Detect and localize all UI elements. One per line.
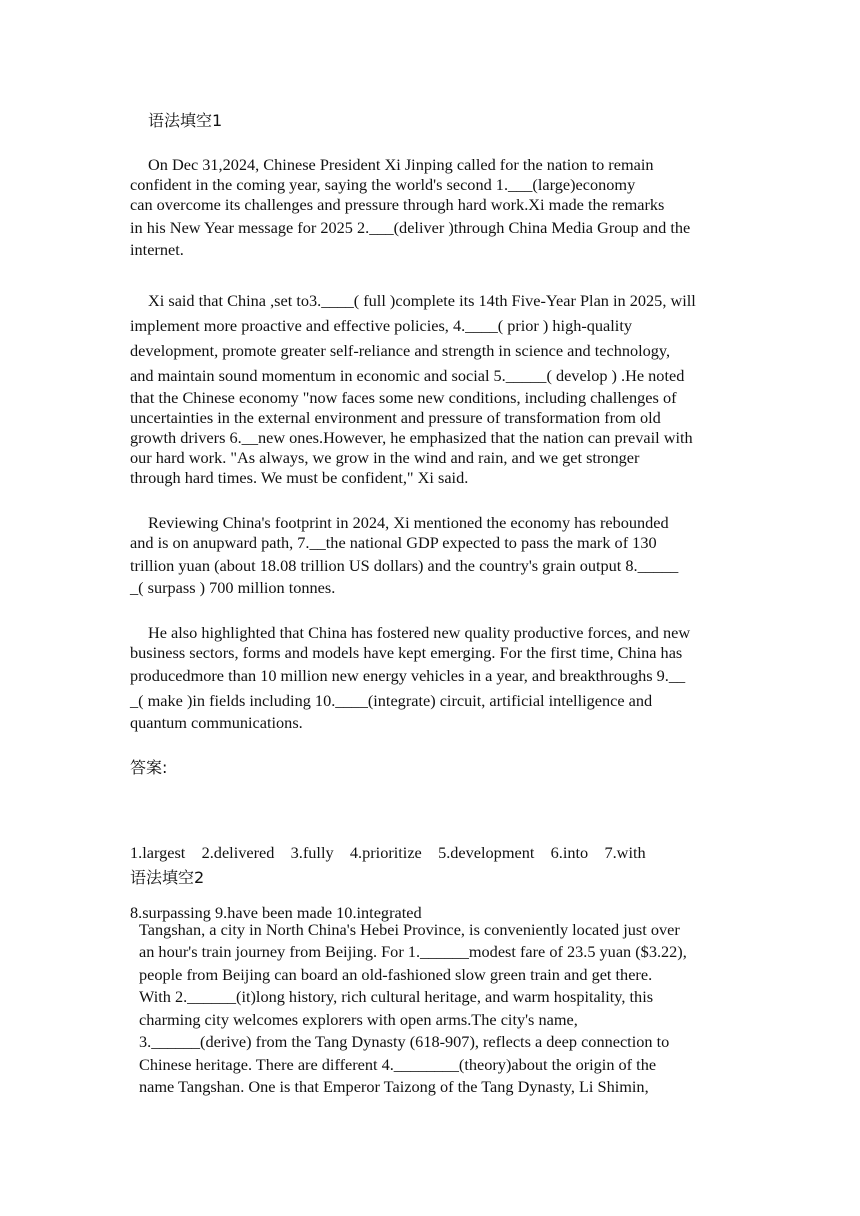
text-line: growth drivers 6.__new ones.However, he emphasized that the nation can prevail with	[130, 428, 693, 447]
text-line: and maintain sound momentum in economic and social 5._____( develop ) .He noted	[130, 366, 685, 385]
section2-title: 语法填空2	[130, 868, 205, 887]
text-line: name Tangshan. One is that Emperor Taizong of the Tang Dynasty, Li Shimin,	[139, 1077, 649, 1096]
text-line: charming city welcomes explorers with open arms.The city's name,	[139, 1010, 578, 1029]
text-line: implement more proactive and effective policies, 4.____( prior ) high-quality	[130, 316, 632, 335]
paragraph-4	[130, 623, 690, 733]
text-line: producedmore than 10 million new energy vehicles in a year, and breakthroughs 9.__	[130, 666, 686, 685]
text-line: in his New Year message for 2025 2.___(deliver )through China Media Group and the	[130, 218, 691, 237]
paragraph-1	[130, 155, 690, 260]
text-line: development, promote greater self-reliance and strength in science and technology,	[130, 341, 671, 360]
text-line: can overcome its challenges and pressure through hard work.Xi made the remarks	[130, 195, 665, 214]
paragraph-3	[130, 513, 678, 598]
text-line: Chinese heritage. There are different 4.________(theory)about the origin of the	[139, 1055, 657, 1074]
text-line: and is on anupward path, 7.__the national GDP expected to pass the mark of 130	[130, 533, 657, 552]
text-line: With 2.______(it)long history, rich cultural heritage, and warm hospitality, this	[139, 987, 654, 1006]
text-line: business sectors, forms and models have kept emerging. For the first time, China has	[130, 643, 683, 662]
text-line: _( surpass ) 700 million tonnes.	[130, 578, 336, 597]
text-line: an hour's train journey from Beijing. For 1.______modest fare of 23.5 yuan ($3.22),	[139, 942, 687, 961]
text-line: internet.	[130, 240, 184, 259]
paragraph-5	[139, 917, 687, 1097]
text-line: through hard times. We must be confident," Xi said.	[130, 468, 469, 487]
text-line: He also highlighted that China has fostered new quality productive forces, and new	[148, 623, 691, 642]
text-line: Xi said that China ,set to3.____( full )complete its 14th Five-Year Plan in 2025, will	[148, 291, 696, 310]
text-line: uncertainties in the external environment and pressure of transformation from old	[130, 408, 661, 427]
answers-label: 答案:	[130, 758, 168, 777]
text-line: our hard work. "As always, we grow in the wind and rain, and we get stronger	[130, 448, 640, 467]
text-line: 3.______(derive) from the Tang Dynasty (618-907), reflects a deep connection to	[139, 1032, 670, 1051]
text-line: people from Beijing can board an old-fashioned slow green train and get there.	[139, 965, 653, 984]
text-line: confident in the coming year, saying the world's second 1.___(large)economy	[130, 175, 636, 194]
section1-title: 语法填空1	[148, 111, 223, 130]
text-line: _( make )in fields including 10.____(integrate) circuit, artificial intelligence and	[130, 691, 653, 710]
text-line: quantum communications.	[130, 713, 303, 732]
text-line: trillion yuan (about 18.08 trillion US dollars) and the country's grain output 8._____	[130, 556, 679, 575]
answer-line: 1.largest 2.delivered 3.fully 4.prioritize 5.development 6.into 7.with	[130, 843, 646, 862]
text-line: Tangshan, a city in North China's Hebei Province, is conveniently located just over	[139, 920, 680, 939]
answer-line: 8.surpassing 9.have been made 10.integrated	[130, 903, 422, 922]
text-line: that the Chinese economy "now faces some new conditions, including challenges of	[130, 388, 677, 407]
text-line: On Dec 31,2024, Chinese President Xi Jinping called for the nation to remain	[148, 155, 654, 174]
text-line: Reviewing China's footprint in 2024, Xi mentioned the economy has rebounded	[148, 513, 669, 532]
paragraph-2	[130, 288, 696, 488]
